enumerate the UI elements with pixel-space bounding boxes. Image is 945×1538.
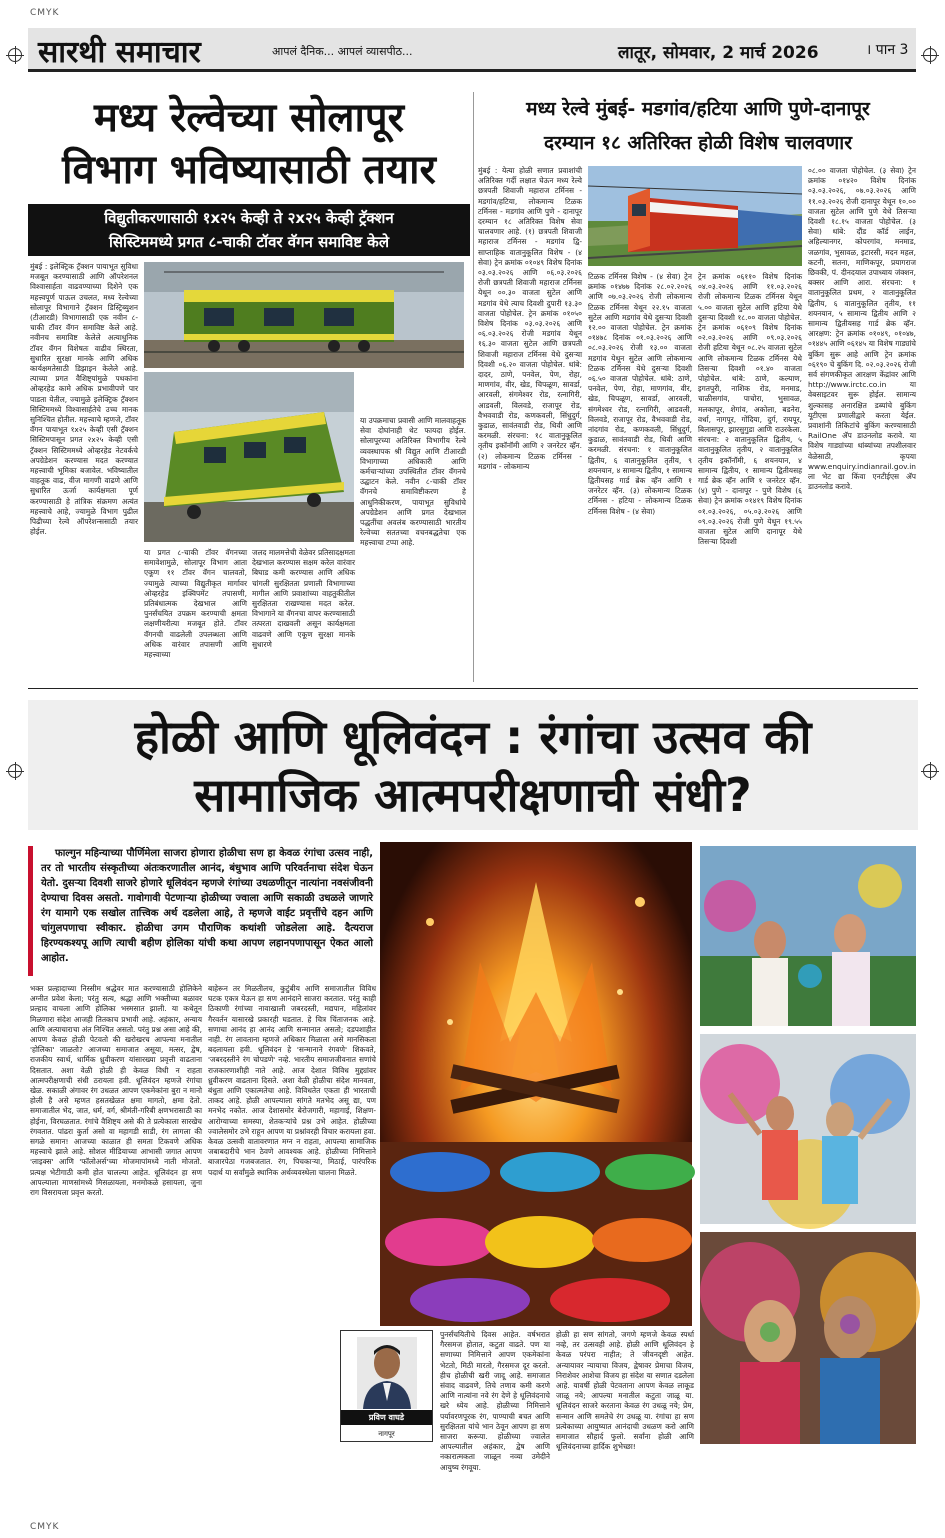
article1-subhead-line2: सिस्टिममध्ये प्रगत ८-चाकी टॉवर वॅगन समाविष्ट केले xyxy=(109,233,389,251)
article1-column-4: या उपक्रमाचा प्रवासी आणि मालवाहतूक सेवा दोघांनाही थेट फायदा होईल. सोलापूरच्या अतिरिक्त विभागीय रेल्वे व्यवस्थापक श्री विद्युत आणि टीआरडी विभागाच्या अधिकारी आणि कर्मचाऱ्यांच्या उपस्थितीत टॉवर वॅगनचे उद्घाटन केले. नवीन ८-चाकी टॉवर वॅगनचे समाविष्टीकरण हे आधुनिकीकरण, पायाभूत सुविधांचे अपग्रेडेशन आणि प्रगत देखभाल पद्धतींचा अवलंब करण्यासाठी भारतीय रेल्वेच्या सततच्या वचनबद्धतेचा एक महत्त्वाचा टप्पा आहे. xyxy=(360,416,466,548)
article3-lead xyxy=(28,846,373,976)
article2-column-2: टिळक टर्मिनस विशेष - (४ सेवा) ट्रेन क्रमांक ०१४७७ दिनांक २८.०२.२०२६ आणि ०७.०३.२०२६ रोजी लोकमान्य टिळक टर्मिनस येथून २२.१५ वाजता सुटेल आणि मडगांव येथे दुसऱ्या दिवशी १२.०० वाजता पोहोचेल. ट्रेन क्रमांक ०१४७८ दिनांक ०१.०३.२०२६ आणि ०८.०३.२०२६ रोजी १३.०० वाजता मडगांव येथून सुटेल आणि लोकमान्य टिळक टर्मिनस येथे दुसऱ्या दिवशी ०६.५० वाजता पोहोचेल. थांबे: ठाणे, पनवेल, पेण, रोहा, माणगांव, वीर, खेड, चिपळूण, सावर्डा, आरवली, संगमेश्वर रोड, रत्नागिरी, आडवली, विलवडे, राजापूर रोड, वैभववाडी रोड, नांदगांव रोड, कणकवली, सिंधुदुर्ग, कुडाळ, सावंतवाडी रोड, थिवी आणि करमळी. संरचना: १ वातानुकूलित द्वितीय, ६ वातानुकूलित तृतीय, ९ शयनयान, ४ सामान्य द्वितीय, १ सामान्य द्वितीयसह गार्ड ब्रेक व्हॅन आणि १ जनरेटर व्हॅन. (३) लोकमान्य टिळक टर्मिनस - हटिया - लोकमान्य टिळक टर्मिनस विशेष - (४ सेवा) xyxy=(588,272,692,516)
article2-column-4: ०८.०० वाजता पोहोचेल. (३ सेवा) ट्रेन क्रमांक ०१४२० विशेष दिनांक ०३.०३.२०२६, ०७.०३.२०२६ आणि ११.०३.२०२६ रोजी दानापूर येथून १०.०० वाजता सुटेल आणि पुणे येथे तिसऱ्या दिवशी १८.१५ वाजता पोहोचेल. (३ सेवा) थांबे: दौंड कॉर्ड लाईन, अहिल्यानगर, कोपरगांव, मनमाड, जळगांव, भुसावळ, इटारसी, मदन महल, कटनी, सतना, माणिकपूर, प्रयागराज छिवकी, पं. दीनदयाल उपाध्याय जंक्शन, बक्सर आणि आरा. संरचना: १ वातानुकूलित प्रथम, २ वातानुकूलित द्वितीय, ६ वातानुकूलित तृतीय, ११ शयनयान, ५ सामान्य द्वितीय आणि २ सामान्य द्वितीयसह गार्ड ब्रेक व्हॅन. आरक्षण: ट्रेन क्रमांक ०१०४९, ०१०४७, ०१४४५ आणि ०६१४५ या विशेष गाड्यांचे बुकिंग सुरू आहे आणि ट्रेन क्रमांक ०६१९० चे बुकिंग दि. ०२.०३.२०२६ रोजी सर्व संगणकीकृत आरक्षण केंद्रांवर आणि http://www.irctc.co.in या वेबसाइटवर सुरू होईल. सामान्य शुल्कासह अनारक्षित डब्यांचे बुकिंग यूटीएस प्रणालीद्वारे करता येईल. प्रवाशांनी तिकिटांचे बुकिंग करण्यासाठी RailOne ॲप डाउनलोड करावे. या विशेष गाड्यांच्या थांब्यांच्या तपशीलवार वेळेसाठी, कृपया www.enquiry.indianrail.gov.in ला भेट द्या किंवा एनटीईएस ॲप डाउनलोड करावे. xyxy=(808,166,916,492)
holi-bonfire-photo xyxy=(380,842,692,1326)
registration-mark-right xyxy=(923,48,937,62)
article2-headline xyxy=(478,92,918,160)
article3-headline-line2: सामाजिक आत्मपरीक्षणाची संधी? xyxy=(194,768,752,822)
print-mark-top: CMYK xyxy=(30,8,60,18)
article1-subheadline xyxy=(28,204,470,256)
article3-column-3: पुनर्संचयितीचे दिवस आहेत. वर्षभरात गैरसमज होतात, कटुता वाढते. पण या सणाच्या निमित्ताने आपण एकमेकांना भेटतो, मिठी मारतो, गैरसमज दूर करतो. हीच होळीची खरी जादू आहे. समाजात संवाद वाढवणे, तिचे तणाव कमी करणे आणि नात्यांना नवे रंग देणे हे धूलिवंदनाचे खरे ध्येय आहे. होळीच्या निमित्ताने पर्यावरणपूरक रंग, पाण्याची बचत आणि सुरक्षितता यांचे भान ठेवून आपण हा सण साजरा करूया. होळीच्या ज्वालेत आपल्यातील अहंकार, द्वेष आणि नकारात्मकता जाळून नव्या उमेदीने आयुष्य रंगवूया. xyxy=(440,1330,550,1472)
author-name: प्रविण वाघडे xyxy=(341,1410,432,1425)
author-place: नागपूर xyxy=(378,1430,395,1438)
registration-mark-left-mid xyxy=(8,764,22,778)
article3-column-2: बाहेरून तर मिळतीलच, कुटुंबीय आणि समाजातील विविध घटक एकत्र येऊन हा सण आनंदाने साजरा करतात. परंतु काही ठिकाणी रंगांच्या नावाखाली जबरदस्ती, मद्यपान, महिलांवर गैरवर्तन यासारखे प्रकारही घडतात. हे चित्र चिंताजनक आहे. सणाचा आनंद हा आनंद आणि सन्मानात असतो; दडपशाहीत नाही. रंग लावताना म्हणजे अधिकार मिळाला असे मानसिकता बदलायला हवी. धूलिवंदन हे 'सन्मानाने रंगवणे' शिकवते, 'जबरदस्तीने रंग चोपडणे' नव्हे. भारतीय समाजजीवनात सणांचे राजकारणाशीही नाते आहे. आज देशात विविध मुद्द्यांवर ध्रुवीकरण वाढताना दिसते. अशा वेळी होळीचा संदेश मानवता, बंधुता आणि एकात्मतेचा आहे. विविधतेत एकता ही भारताची ताकद आहे. होळी आपल्याला सांगते मतभेद असू द्या, पण मनभेद नकोत. आज देशासमोर बेरोजगारी, महागाई, शिक्षण-आरोग्याच्या समस्या, शेतकऱ्यांचे प्रश्न उभे आहेत. होळीच्या ज्वालेसमोर उभे राहून आपण या प्रश्नांवरही विचार करायला हवा. केवळ उत्सवी वातावरणात मग्न न राहता, आपल्या सामाजिक जबाबदारीचे भान ठेवणे आवश्यक आहे. होळीच्या निमित्ताने बाजारपेठा गजबजतात. रंग, पिचकाऱ्या, मिठाई, पारंपरिक पदार्थ या सर्वांमुळे स्थानिक अर्थव्यवस्थेला चालना मिळते. xyxy=(208,984,377,1177)
article3-lead-text: फाल्गुन महिन्याच्या पौर्णिमेला साजरा होणारा होळीचा सण हा केवळ रंगांचा उत्सव नाही, तर तो भारतीय संस्कृतीच्या अंतःकरणातील आनंद, बंधुभाव आणि परिवर्तनाचा संदेश घेऊन येतो. दुसऱ्या दिवशी साजरे होणारे धूलिवंदन म्हणजे रंगांच्या उधळणीतून नात्यांना नवसंजीवनी देण्याचा दिवस असतो. गावोगावी पेटणाऱ्या होळीच्या ज्वाला आणि सकाळी उधळले जाणारे रंग यामागे एक सखोल तात्त्विक अर्थ दडलेला आहे, ते म्हणजे वाईट प्रवृत्तींचे दहन आणि चांगुलपणाचा स्वीकार. होळीचा उगम पौराणिक कथांशी जोडलेला आहे. दैत्यराज हिरण्यकश्यपू आणि त्याची बहीण होलिका यांची कथा आपण लहानपणापासून ऐकत आलो आहोत. xyxy=(41,848,373,964)
registration-mark-right-mid xyxy=(923,764,937,778)
holi-celebration-photo-1 xyxy=(700,846,916,1026)
registration-mark-left xyxy=(8,48,22,62)
article1-headline-line2: विभाग भविष्यासाठी तयार xyxy=(62,147,436,193)
article1-column-2: या प्रगत ८-चाकी टॉवर वॅगनच्या समावेशामुळे, सोलापूर विभाग आता एकूण ११ टॉवर वॅगन चालवतो, ज्यामुळे त्याच्या विद्युतीकृत मार्गावर ओव्हरहेड इक्विपमेंट तपासणी, प्रतिबंधात्मक देखभाल आणि पुनर्संचयित उपक्रम करण्याची क्षमता लक्षणीयरीत्या मजबूत होते. टॉवर वॅगनची वाढलेली उपलब्धता आणि अधिक वारंवार तपासणी आणि महत्त्वाच्या xyxy=(144,548,247,660)
article1-headline-line1: मध्य रेल्वेच्या सोलापूर xyxy=(93,95,404,141)
article2-column-1: मुंबई : येत्या होळी सणात प्रवाशांची अतिरिक्त गर्दी लक्षात घेऊन मध्य रेल्वे छत्रपती शिवाजी महाराज टर्मिनस - मडगांव/हटिया, लोकमान्य टिळक टर्मिनस - मडगांव आणि पुणे - दानापूर दरम्यान १८ अतिरिक्त विशेष सेवा चालवणार आहे. (१) छत्रपती शिवाजी महाराज टर्मिनस - मडगांव द्वि-साप्ताहिक वातानुकूलित विशेष - (४ सेवा) ट्रेन क्रमांक ०१०४९ विशेष दिनांक ०३.०३.२०२६ आणि ०६.०३.२०२६ रोजी छत्रपती शिवाजी महाराज टर्मिनस येथून ००.३० वाजता सुटेल आणि मडगांव येथे त्याच दिवशी दुपारी १३.३० वाजता पोहोचेल. ट्रेन क्रमांक ०१०५० विशेष दिनांक ०३.०३.२०२६ आणि ०६.०३.२०२६ रोजी मडगांव येथून १६.३० वाजता सुटेल आणि छत्रपती शिवाजी महाराज टर्मिनस येथे दुसऱ्या दिवशी ०६.२० वाजता पोहोचेल. थांबे: दादर, ठाणे, पनवेल, पेण, रोहा, माणगांव, वीर, खेड, चिपळूण, सावर्डा, आरवली, संगमेश्वर रोड, रत्नागिरी, आडवली, विलवडे, राजापूर रोड, वैभववाडी रोड, कणकवली, सिंधुदुर्ग, कुडाळ, सावंतवाडी रोड, थिवी आणि करमळी. संरचना: १८ वातानुकूलित तृतीय इकॉनॉमी आणि २ जनरेटर व्हॅन. (२) लोकमान्य टिळक टर्मिनस - मडगांव - लोकमान्य xyxy=(478,166,582,471)
newspaper-tagline: आपलं दैनिक... आपलं व्यासपीठ... xyxy=(272,45,413,58)
author-photo xyxy=(357,1337,417,1409)
page-number: । पान 3 xyxy=(866,42,909,58)
article1-column-3: जलद मालमत्तेची वेळेवर प्रतिसादक्षमता देखभाल करण्यास सक्षम करेल वारंवार बिघाड कमी करण्यास आणि अधिक चांगली सुरक्षितता प्रणाली विभागाच्या मागील आणि प्रवाशांच्या वाहतुकीतील सुरक्षितता राखण्यास मदत करेल. विभागाने या वॅगनचा वापर करण्यासाठी तत्परता दाखवली असून कार्यक्षमता वाढवणे आणि एकूण सुरक्षा मानके सुधारणे xyxy=(252,548,355,649)
tower-wagon-photo-1 xyxy=(144,262,464,368)
newspaper-title: सारथी समाचार xyxy=(38,35,201,70)
article1-subhead-line1: विद्युतीकरणासाठी १x२५ केव्ही ते २x२५ केव्ही ट्रॅक्शन xyxy=(104,209,394,227)
article1-headline xyxy=(28,92,470,196)
article2-headline-line1: मध्य रेल्वे मुंबई- मडगांव/हटिया आणि पुणे-दानापूर xyxy=(526,98,870,120)
article3-headline-line1: होळी आणि धूलिवंदन : रंगांचा उत्सव की xyxy=(134,710,812,764)
issue-date: लातूर, सोमवार, 2 मार्च 2026 xyxy=(618,43,819,63)
masthead xyxy=(28,28,916,72)
article3-column-4: होळी हा सण सांगतो, जगणे म्हणजे केवळ स्पर्धा नव्हे, तर उत्सवही आहे. होळी आणि धूलिवंदन हे केवळ परंपरा नाहीत; ते जीवनदृष्टी आहेत. अन्यायावर न्यायाचा विजय, द्वेषावर प्रेमाचा विजय, निराशेवर आशेचा विजय हा संदेश या सणात दडलेला आहे. यावर्षी होळी पेटवताना आपण केवळ लाकूड जाळू नये; आपल्या मनातील कटुता जाळू या. धूलिवंदन साजरे करताना केवळ रंग उधळू नये; प्रेम, सन्मान आणि समतेचे रंग उधळू या. रंगांचा हा सण प्रत्येकाच्या आयुष्यात आनंदाची उधळण करो आणि समाजात सौहार्द फुलो. सर्वांना होळी आणि धूलिवंदनाच्या हार्दिक शुभेच्छा! xyxy=(556,1330,694,1452)
article1-column-1: मुंबई : इलेक्ट्रिक ट्रॅक्शन पायाभूत सुविधा मजबूत करण्यासाठी आणि ऑपरेशनल विश्वासार्हता वाढवण्याच्या दिशेने एक महत्त्वपूर्ण पाऊल उचलत, मध्य रेल्वेच्या सोलापूर विभागाने ट्रॅक्शन डिस्ट्रिब्युशन (टीआरडी) विभागासाठी एक नवीन ८-चाकी टॉवर वॅगन समाविष्ट केले आहे. नवीनच समाविष्ट केलेले अत्याधुनिक टॉवर वॅगन विशेषतः वाढीव स्थिरता, सुधारित सुरक्षा मानके आणि अधिक कार्यक्षमतेसाठी डिझाइन केलेले आहे. त्याच्या प्रगत वैशिष्ट्यांमुळे पथकांना ओव्हरहेड कामे अधिक प्रभावीपणे पार पाडता येतील, ज्यामुळे इलेक्ट्रिक ट्रॅक्शन सिस्टिममध्ये विश्वासार्हतेचे उच्च मानक सुनिश्चित होतील. महत्त्वाचे म्हणजे, टॉवर वॅगन पायाभूत १x२५ केव्ही एसी ट्रॅक्शन सिस्टिमपासून प्रगत २x२५ केव्ही एसी ट्रॅक्शन सिस्टिममध्ये ओव्हरहेड नेटवर्कचे अपग्रेडेशन करण्यास मदत करण्यात महत्त्वाची भूमिका बजावेल. भविष्यातील वाहतूक वाढ, वीज मागणी वाढणे आणि सुधारित ऊर्जा कार्यक्षमता पूर्ण करण्यासाठी हे तांत्रिक संक्रमण अत्यंत महत्त्वाचे आहे, ज्यामुळे विभाग पुढील पिढीच्या रेल्वे ऑपरेशन्ससाठी तयार होईल. xyxy=(30,262,138,537)
article2-column-3: ट्रेन क्रमांक ०६११० विशेष दिनांक ०४.०३.२०२६ आणि ११.०३.२०२६ रोजी लोकमान्य टिळक टर्मिनस येथून ५.०० वाजता सुटेल आणि हटिया येथे दुसऱ्या दिवशी १८.०० वाजता पोहोचेल. ट्रेन क्रमांक ०६१०९ विशेष दिनांक ०२.०३.२०२६ आणि ०९.०३.२०२६ रोजी हटिया येथून ०८.२५ वाजता सुटेल आणि लोकमान्य टिळक टर्मिनस येथे तिसऱ्या दिवशी ०१.४० वाजता पोहोचेल. थांबे: ठाणे, कल्याण, इगतपुरी, नाशिक रोड, मनमाड, चाळीसगांव, पाचोरा, भुसावळ, मलकापूर, शेगांव, अकोला, बडनेरा, वर्धा, नागपूर, गोंदिया, दुर्ग, रायपूर, बिलासपूर, झारसुगुडा आणि राउरकेला. संरचना: २ वातानुकूलित द्वितीय, ५ वातानुकूलित तृतीय, २ वातानुकूलित तृतीय इकॉनॉमी, ६ शयनयान, ४ सामान्य द्वितीय, १ सामान्य द्वितीयसह गार्ड ब्रेक व्हॅन आणि १ जनरेटर व्हॅन. (४) पुणे - दानापूर - पुणे विशेष (६ सेवा) ट्रेन क्रमांक ०१४१९ विशेष दिनांक ०१.०३.२०२६, ०५.०३.२०२६ आणि ०९.०३.२०२६ रोजी पुणे येथून १९.५५ वाजता सुटेल आणि दानापूर येथे तिसऱ्या दिवशी xyxy=(698,272,802,547)
print-mark-bottom: CMYK xyxy=(30,1522,60,1532)
tower-wagon-photo-2 xyxy=(144,372,354,542)
holi-celebration-photo-3 xyxy=(700,1232,916,1444)
article2-headline-line2: दरम्यान १८ अतिरिक्त होळी विशेष चालवणार xyxy=(544,132,852,154)
holi-celebration-photo-2 xyxy=(700,1034,916,1224)
article3-column-1: भक्त प्रल्हादाच्या निस्सीम श्रद्धेवर मात करण्यासाठी होलिकेने अग्नीत प्रवेश केला; परंतु सत्य, श्रद्धा आणि भक्तीच्या बळावर प्रल्हाद वाचला आणि होलिका भस्मसात झाली. या कथेतून मिळणारा संदेश आजही तितकाच प्रभावी आहे. अहंकार, अन्याय आणि अत्याचाराचा अंत निश्चित असतो. परंतु प्रश्न असा आहे की, आपण केवळ होळी पेटवतो की खरोखरच आपल्या मनातील 'होलिका' जाळतो? आजच्या समाजात असूया, मत्सर, द्वेष, राजकीय स्वार्थ, धार्मिक ध्रुवीकरण यांसारख्या प्रवृत्ती वाढताना दिसतात. अशा वेळी होळी ही केवळ विधी न राहता आत्मपरीक्षणाची संधी ठरायला हवी. धूलिवंदन म्हणजे रंगांचा खेळ. सकाळी अंगावर रंग उधळत आपण एकमेकांना बुरा न मानो होली है असे म्हणत हसतखेळत क्षमा मागतो, क्षमा देतो. समाजातील भेद, जात, धर्म, वर्ग, श्रीमंती-गरिबी क्षणभरासाठी का होईना, विरघळतात. रंगांचे वैशिष्ट्य असे की ते प्रत्येकाला सारखेच रंगवतात. पांढरा कुर्ता असो वा महागडी साडी, रंग लागला की सगळे समान! आजच्या काळात ही समता टिकवणे अधिक महत्त्वाचे झाले आहे. सोशल मीडियाच्या आभासी जगात आपण 'लाइक्स' आणि 'फॉलोअर्स'च्या मोजमापांमध्ये नाती मोजतो. प्रत्यक्ष भेटीगाठी कमी होत चालल्या आहेत. धूलिवंदन हा सण आपल्याला माणसांमध्ये मिसळायला, मनमोकळे हसायला, जुना राग विसरायला प्रवृत्त करतो. xyxy=(30,984,202,1198)
section-divider xyxy=(28,688,918,689)
author-byline xyxy=(340,1330,433,1442)
train-photo xyxy=(588,166,802,266)
column-rule xyxy=(473,92,474,682)
article3-headline xyxy=(28,700,918,830)
